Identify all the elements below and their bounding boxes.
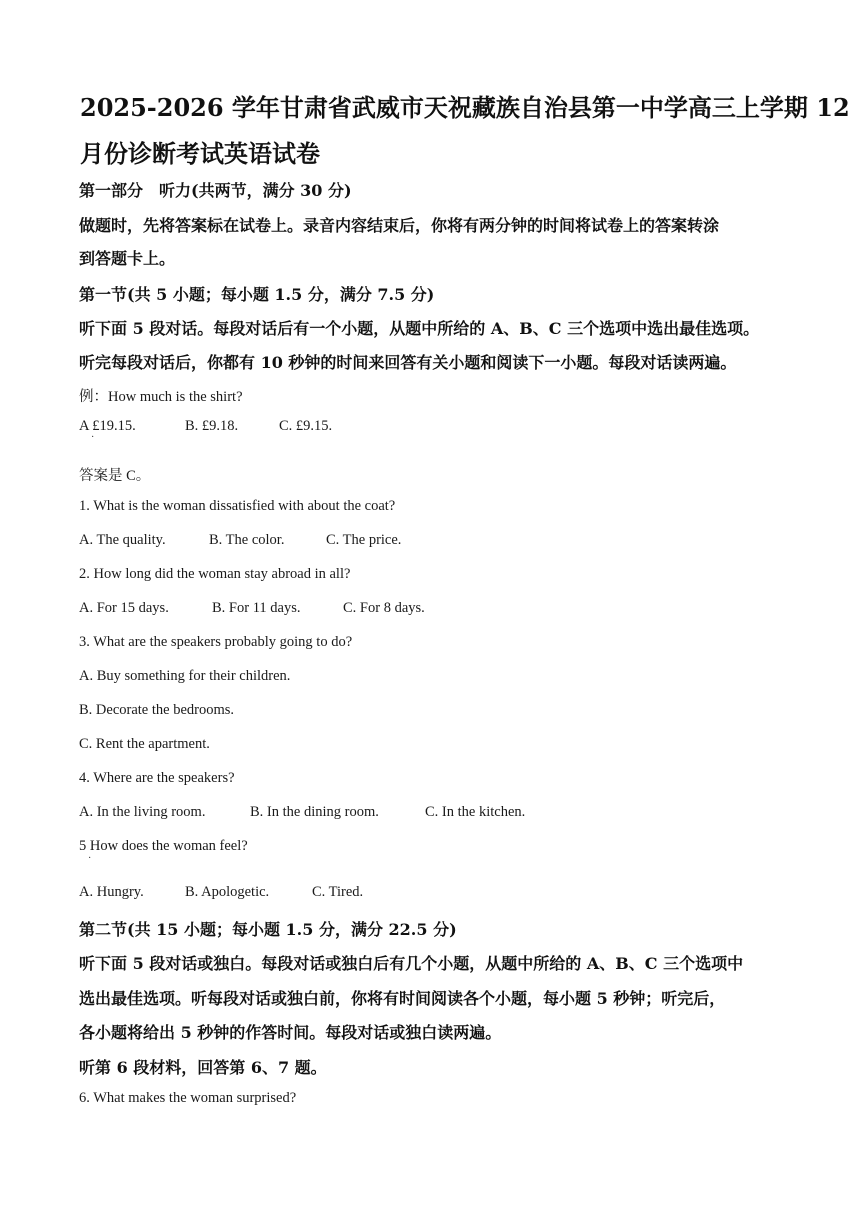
section2-heading: 第二节(共 15 小题；每小题 1.5 分，满分 22.5 分) [79, 920, 457, 939]
part1-heading: 第一部分 听力(共两节，满分 30 分) [79, 181, 352, 200]
question-5: 5 How does the woman feel? [79, 838, 248, 854]
question-4: 4. Where are the speakers? [79, 770, 235, 786]
question-3-option-b: B. Decorate the bedrooms. [79, 702, 235, 718]
example-options [79, 418, 332, 435]
question-1: 1. What is the woman dissatisfied with about the coat? [79, 498, 396, 514]
option-c: C. For 8 days. [343, 600, 425, 616]
section1-instruction-line-1: 听下面 5 段对话。每段对话后有一个小题，从题中所给的 A、B、C 三个选项中选出最佳选项。 [79, 319, 760, 338]
question-1-options [79, 532, 401, 549]
section2-instruction-line-1: 听下面 5 段对话或独白。每段对话或独白后有几个小题，从题中所给的 A、B、C 三个选项中 [79, 954, 744, 973]
section1-heading: 第一节(共 5 小题；每小题 1.5 分，满分 7.5 分) [79, 285, 435, 304]
question-4-options [79, 804, 525, 821]
material-6-heading: 听第 6 段材料，回答第 6、7 题。 [79, 1058, 327, 1077]
question-2-options [79, 600, 425, 617]
section2-instruction-line-3: 各小题将给出 5 秒钟的作答时间。每段对话或独白读两遍。 [79, 1023, 502, 1042]
example-option-a: A £19.15. [79, 418, 136, 434]
page-title-line-2: 月份诊断考试英语试卷 [80, 139, 320, 168]
question-2: 2. How long did the woman stay abroad in all? [79, 566, 351, 582]
option-c: C. The price. [326, 532, 402, 548]
example-answer: 答案是 C。 [79, 468, 151, 484]
question-3: 3. What are the speakers probably going to do? [79, 634, 353, 650]
question-5-options [79, 884, 363, 901]
question-6: 6. What makes the woman surprised? [79, 1090, 297, 1106]
question-3-option-a: A. Buy something for their children. [79, 668, 291, 684]
section2-instruction-line-2: 选出最佳选项。听每段对话或独白前，你将有时间阅读各个小题，每小题 5 秒钟；听完后， [79, 989, 726, 1008]
question-3-option-c: C. Rent the apartment. [79, 736, 210, 752]
option-c: C. Tired. [312, 884, 364, 900]
example-option-c: C. £9.15. [279, 418, 333, 434]
section1-instruction-line-2: 听完每段对话后，你都有 10 秒钟的时间来回答有关小题和阅读下一小题。每段对话读两遍。 [79, 353, 737, 372]
option-a: A. The quality. [79, 532, 166, 548]
page-title-line-1: 2025-2026 学年甘肃省武威市天祝藏族自治县第一中学高三上学期 12 [80, 93, 850, 122]
part1-instruction-line-1: 做题时，先将答案标在试卷上。录音内容结束后，你将有两分钟的时间将试卷上的答案转涂 [79, 216, 720, 235]
option-c: C. In the kitchen. [425, 804, 526, 820]
stray-dot: · [91, 432, 95, 443]
option-b: B. Apologetic. [185, 884, 270, 900]
stray-dot: · [88, 853, 92, 864]
part1-instruction-line-2: 到答题卡上。 [79, 249, 176, 268]
option-b: B. For 11 days. [212, 600, 301, 616]
option-b: B. The color. [209, 532, 285, 548]
option-a: A. Hungry. [79, 884, 144, 900]
example-option-b: B. £9.18. [185, 418, 239, 434]
example-question: 例：How much is the shirt? [79, 389, 243, 405]
option-a: A. For 15 days. [79, 600, 169, 616]
option-a: A. In the living room. [79, 804, 206, 820]
option-b: B. In the dining room. [250, 804, 379, 820]
